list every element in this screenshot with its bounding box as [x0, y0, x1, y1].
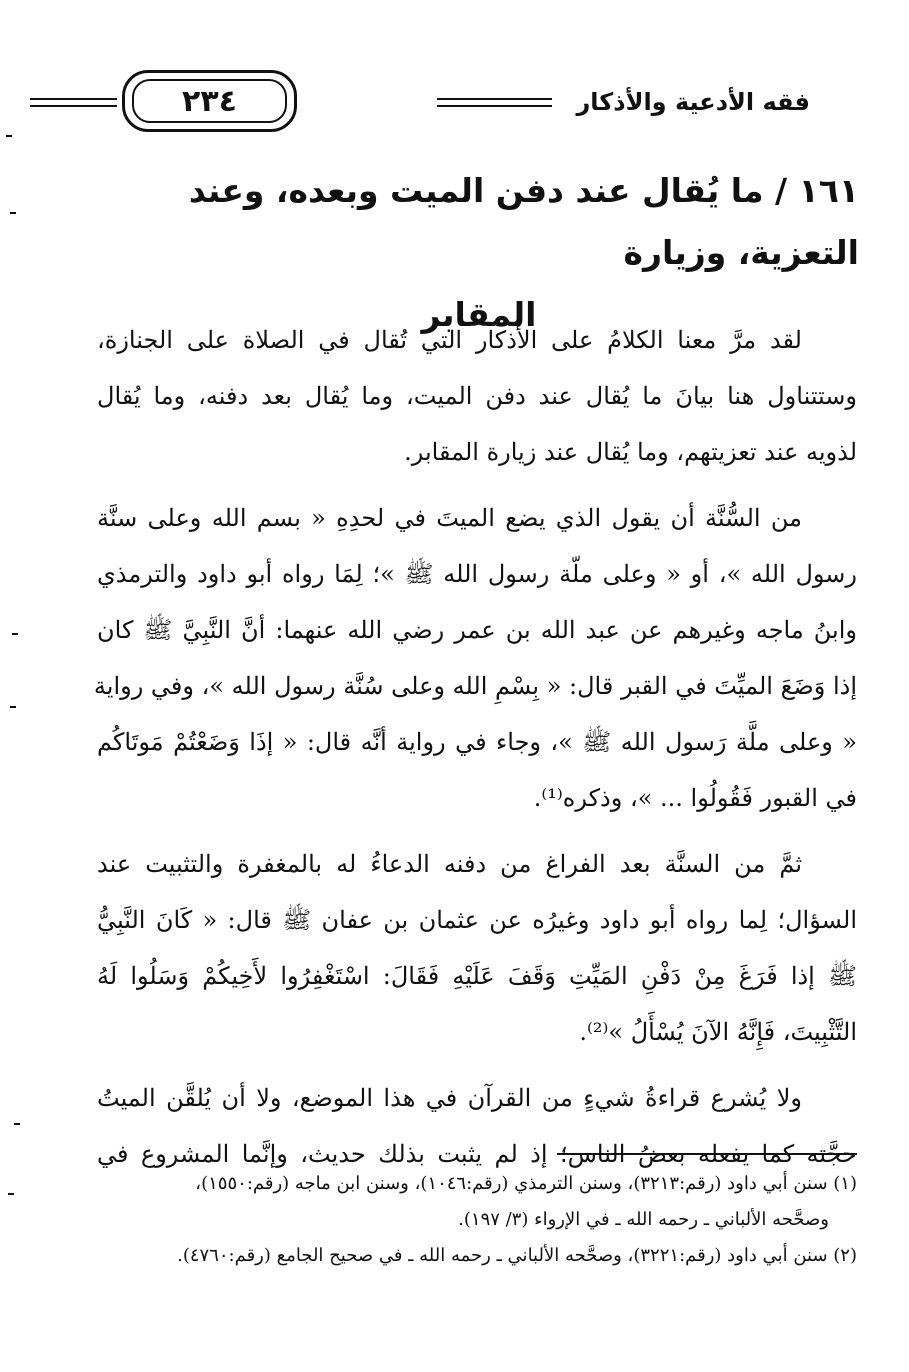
footnote-1-line1: (١) سنن أبي داود (رقم:٣٢١٣)، وسنن الترمذي (رقم:١٠٤٦)، وسنن ابن ماجه (رقم:١٥٥٠)، [195, 1173, 857, 1194]
text-line: لذويه عند تعزيتهم، وما يُقال عند زيارة المقابر. [404, 438, 857, 466]
text-line: « وعلى ملَّة رَسول الله ﷺ »، وجاء في رواية أنَّه قال: « إذَا وَضَعْتُمْ مَوتَاكُم [97, 728, 857, 756]
footnote-separator [557, 1153, 857, 1155]
footnote-1-line2: وصحَّحه الألباني ـ رحمه الله ـ في الإرواء (٣/ ١٩٧). [458, 1209, 829, 1230]
margin-mark [12, 633, 18, 635]
text-line: السؤال؛ لِما رواه أبو داود وغيرُه عن عثمان بن عفان ﷺ قال: « كَانَ النَّبِيُّ [97, 906, 857, 934]
running-header [30, 70, 810, 142]
text-line: حجَّته كما يفعله بعضُ الناس؛ إذ لم يثبت بذلك حديث، وإنَّما المشروع في [97, 1140, 857, 1168]
text-line: من السُّنَّة أن يقول الذي يضع الميتَ في لحدِهِ « بسم الله وعلى سنَّة [97, 504, 802, 532]
text-line: وابنُ ماجه وغيرهم عن عبد الله بن عمر رضي الله عنهما: أنَّ النَّبِيَّ ﷺ كان [97, 616, 857, 644]
margin-mark [10, 212, 16, 214]
paragraph-burial [93, 490, 857, 826]
body-text [93, 312, 857, 1192]
text-line: التَّثْبِيتَ، فَإِنَّهُ الآنَ يُسْأَلُ »⁽²⁾. [579, 1018, 857, 1046]
margin-mark [10, 706, 16, 708]
text-line: لقد مرَّ معنا الكلامُ على الأذكار التي تُقال في الصلاة على الجنازة، [97, 326, 802, 354]
page-number: ٢٣٤ [132, 79, 287, 123]
text-line: ﷺ إذا فَرَغَ مِنْ دَفْنِ المَيِّتِ وَقَفَ عَلَيْهِ فَقَالَ: اسْتَغْفِرُوا لأَخِيكُمْ وَسَلُوا لَهُ [97, 962, 857, 990]
chapter-heading-line1: ١٦١ / ما يُقال عند دفن الميت وبعده، وعند التعزية، وزيارة [188, 171, 859, 272]
footnote-2: (٢) سنن أبي داود (رقم:٣٢٢١)، وصحَّحه الألباني ـ رحمه الله ـ في صحيح الجامع (رقم:٤٧٦٠). [177, 1245, 857, 1266]
margin-mark [8, 1193, 14, 1195]
page-number-frame [122, 70, 297, 132]
margin-mark [14, 1123, 20, 1125]
footnotes [77, 1166, 857, 1274]
text-line: ولا يُشرع قراءةُ شيءٍ من القرآن في هذا الموضع، ولا أن يُلقَّن الميتُ [97, 1084, 802, 1112]
chapter-heading-line2: المقابر [421, 295, 537, 334]
paragraph-after-burial [97, 836, 857, 1060]
paragraph-intro [97, 312, 857, 480]
text-line: وستتناول هنا بيانَ ما يُقال عند دفن الميت، وما يُقال بعد دفنه، وما يُقال [97, 382, 857, 410]
margin-mark [6, 135, 12, 137]
text-line: ثمَّ من السنَّة بعد الفراغ من دفنه الدعاءُ له بالمغفرة والتثبيت عند [97, 850, 802, 878]
book-title: فقه الأدعية والأذكار [576, 88, 810, 116]
header-rule-right [437, 98, 552, 107]
text-line: في القبور فَقُولُوا ... »، وذكره⁽¹⁾. [533, 784, 857, 812]
header-rule-left [30, 98, 117, 107]
text-line: إذا وَضَعَ الميِّتَ في القبر قال: « بِسْمِ الله وعلى سُنَّة رسول الله »، وفي رواية [93, 672, 857, 700]
text-line: رسول الله »، أو « وعلى ملّة رسول الله ﷺ »؛ لِمَا رواه أبو داود والترمذي [97, 560, 857, 588]
